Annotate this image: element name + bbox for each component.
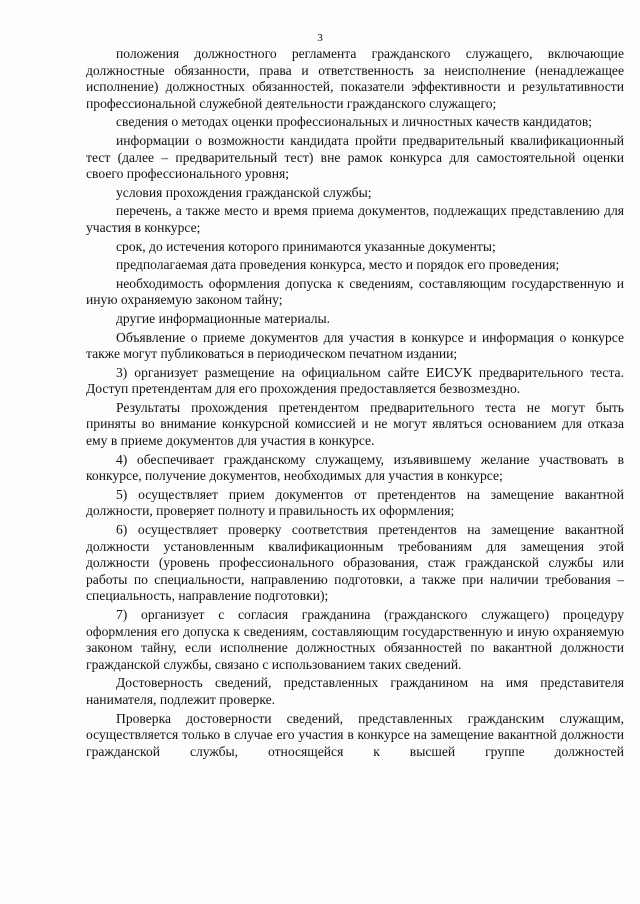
paragraph: 7) организует с согласия гражданина (гражданского служащего) процедуру оформления его допуска к сведениям, составляющим государственную и иную охраняемую законом тайну, если исполнение должностных обязанностей по вакантной должности гражданской службы, связано с использованием таких сведений.	[86, 607, 624, 672]
paragraph: условия прохождения гражданской службы;	[116, 184, 372, 200]
paragraph: 6) осуществляет проверку соответствия претендентов на замещение вакантной должности установленным квалификационным требованиям для замещения этой должности (уровень профессионального образования, стаж гражданской службы или работы по специальности, направлению подготовки, а также при наличии требования – специальность, направление подготовки);	[86, 522, 624, 604]
paragraph: положения должностного регламента гражданского служащего, включающие должностные обязанности, права и ответственность за неисполнение (ненадлежащее исполнение) должностных обязанностей, показатели эффективности и результативности профессиональной служебной деятельности гражданского служащего;	[86, 46, 624, 111]
paragraph: Проверка достоверности сведений, представленных гражданским служащим, осуществляется только в случае его участия в конкурсе на замещение вакантной должности гражданской службы, относящейся к высшей группе должностей	[86, 710, 624, 759]
paragraph: Результаты прохождения претендентом предварительного теста не могут быть приняты во внимание конкурсной комиссией и не могут являться основанием для отказа ему в приеме документов для участия в конкурсе.	[86, 399, 624, 449]
document-body	[86, 46, 624, 762]
paragraph: сведения о методах оценки профессиональных и личностных качеств кандидатов;	[116, 114, 593, 130]
paragraph: предполагаемая дата проведения конкурса, место и порядок его проведения;	[116, 257, 560, 273]
paragraph: Объявление о приеме документов для участия в конкурсе и информация о конкурсе также могут публиковаться в периодическом печатном издании;	[86, 329, 624, 362]
paragraph: 3) организует размещение на официальном сайте ЕИСУК предварительного теста. Доступ претендентам для его прохождения предоставляется безвозмездно.	[86, 364, 624, 397]
paragraph: 5) осуществляет прием документов от претендентов на замещение вакантной должности, проверяет полноту и правильность их оформления;	[86, 486, 624, 519]
paragraph: перечень, а также место и время приема документов, подлежащих представлению для участия в конкурсе;	[86, 203, 624, 235]
paragraph: информации о возможности кандидата пройти предварительный квалификационный тест (далее – предварительный тест) вне рамок конкурса для самостоятельной оценки своего профессионального уровня;	[86, 132, 624, 182]
paragraph: 4) обеспечивает гражданскому служащему, изъявившему желание участвовать в конкурсе, получение документов, необходимых для участия в конкурсе;	[86, 451, 624, 484]
paragraph: Достоверность сведений, представленных гражданином на имя представителя нанимателя, подлежит проверке.	[86, 675, 624, 707]
page-number: 3	[317, 32, 323, 44]
paragraph: другие информационные материалы.	[116, 310, 331, 326]
paragraph: необходимость оформления допуска к сведениям, составляющим государственную и иную охраняемую законом тайну;	[86, 275, 624, 308]
paragraph: срок, до истечения которого принимаются указанные документы;	[116, 238, 496, 254]
